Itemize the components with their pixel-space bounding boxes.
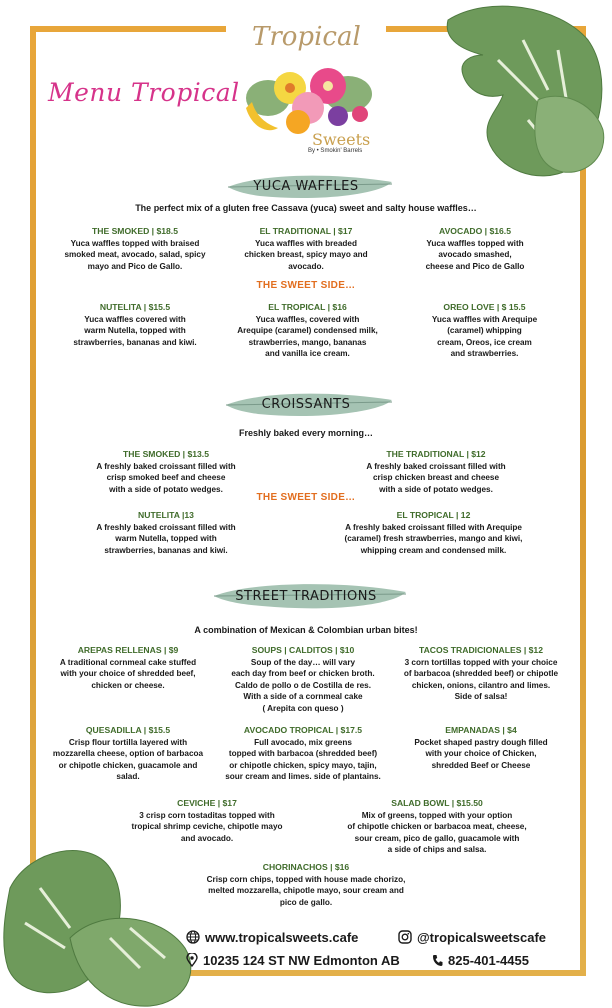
logo-word-sweets: Sweets <box>312 130 371 149</box>
menu-item <box>402 302 567 360</box>
menu-item <box>112 798 302 844</box>
logo-word-tropical: Tropical <box>252 22 361 52</box>
item-description: A freshly baked croissant filled with crisp chicken breast and cheese with a side of potato wedges. <box>366 461 506 494</box>
phone-text: 825-401-4455 <box>448 953 529 968</box>
section-intro-street: A combination of Mexican & Colombian urban bites! <box>194 625 418 635</box>
menu-item <box>214 645 392 714</box>
item-description: Full avocado, mix greens topped with barbacoa (shredded beef) or chipotle chicken, spicy mayo, tajin, sour cream and limes. side of plantains. <box>225 737 381 781</box>
address-text: 10235 124 ST NW Edmonton AB <box>203 953 400 968</box>
menu-item <box>346 449 526 495</box>
item-description: Yuca waffles with breaded chicken breast, spicy mayo and avocado. <box>244 238 368 271</box>
menu-item <box>50 302 220 348</box>
menu-item <box>326 798 548 856</box>
sweet-side-label: THE SWEET SIDE… <box>256 492 356 503</box>
item-description: Yuca waffles topped with avocado smashed, cheese and Pico de Gallo <box>425 238 525 271</box>
menu-title: Menu Tropical <box>48 78 240 107</box>
section-intro-yuca: The perfect mix of a gluten free Cassava (yuca) sweet and salty house waffles… <box>135 203 477 213</box>
phone-link[interactable] <box>432 953 529 968</box>
item-name: EL TROPICAL | 12 <box>396 510 471 520</box>
item-name: AVOCADO TROPICAL | $17.5 <box>243 725 363 735</box>
item-description: 3 crisp corn tostaditas topped with tropical shrimp ceviche, chipotle mayo and avocado. <box>131 810 283 843</box>
item-name: EL TROPICAL | $16 <box>268 302 347 312</box>
item-description: Crisp corn chips, topped with house made chorizo, melted mozzarella, chipotle mayo, sour cream and pico de gallo. <box>206 874 406 907</box>
item-name: THE SMOKED | $18.5 <box>92 226 178 236</box>
item-description: Mix of greens, topped with your option of chipotle chicken or barbacoa meat, cheese, sour cream, pico de gallo, guacamole with a side of chips and salsa. <box>347 810 527 854</box>
menu-item <box>316 510 551 556</box>
flower-bouquet-icon <box>238 58 380 136</box>
item-description: A freshly baked croissant filled with warm Nutella, topped with strawberries, bananas and kiwi. <box>96 522 236 555</box>
item-name: CHORINACHOS | $16 <box>262 862 350 872</box>
item-name: THE TRADITIONAL | $12 <box>386 449 486 459</box>
item-name: TACOS TRADICIONALES | $12 <box>418 645 543 655</box>
item-description: Pocket shaped pastry dough filled with your choice of Chicken, shredded Beef or Cheese <box>414 737 548 770</box>
item-name: AVOCADO | $16.5 <box>439 226 511 236</box>
monstera-leaf-bottom-left <box>0 828 200 1008</box>
logo-byline: By • Smokin' Barrels <box>308 148 363 154</box>
menu-item <box>42 645 214 691</box>
menu-item <box>76 449 256 495</box>
menu-item <box>210 725 396 783</box>
menu-item <box>400 226 550 272</box>
sweet-side-label: THE SWEET SIDE… <box>256 280 356 291</box>
item-name: NUTELITA | $15.5 <box>99 302 171 312</box>
location-pin-icon <box>186 953 198 967</box>
item-description: A freshly baked croissant filled with crisp smoked beef and cheese with a side of potato wedges. <box>96 461 236 494</box>
item-name: EMPANADAS | $4 <box>445 725 517 735</box>
item-description: Yuca waffles covered with warm Nutella, topped with strawberries, bananas and kiwi. <box>73 314 197 347</box>
instagram-text: @tropicalsweetscafe <box>417 930 547 945</box>
menu-item <box>188 862 424 908</box>
item-description: Soup of the day… will vary each day from beef or chicken broth. Caldo de pollo o de Costilla de res. With a side of a cornmeal cake ( Arepita con queso ) <box>231 657 375 713</box>
menu-item <box>76 510 256 556</box>
website-text: www.tropicalsweets.cafe <box>205 930 359 945</box>
item-description: A freshly baked croissant filled with Arequipe (caramel) fresh strawberries, mango and kiwi, whipping cream and condensed milk. <box>344 522 523 555</box>
item-name: CEVICHE | $17 <box>177 798 237 808</box>
menu-item <box>220 226 392 272</box>
menu-item <box>388 645 574 703</box>
menu-item <box>40 226 230 272</box>
item-name: SOUPS | CALDITOS | $10 <box>251 645 355 655</box>
section-title-croissants: CROISSANTS <box>261 397 351 412</box>
globe-icon <box>186 930 200 944</box>
item-name: SALAD BOWL | $15.50 <box>391 798 483 808</box>
item-description: 3 corn tortillas topped with your choice of barbacoa (shredded beef) or chipotle chicken, onions, cilantro and limes. Side of salsa! <box>403 657 559 701</box>
item-name: OREO LOVE | $ 15.5 <box>443 302 526 312</box>
phone-icon <box>432 954 443 967</box>
item-description: A traditional cornmeal cake stuffed with your choice of shredded beef, chicken or cheese. <box>59 657 197 690</box>
menu-item <box>42 725 214 783</box>
section-title-yuca: YUCA WAFFLES <box>253 179 359 194</box>
item-name: EL TRADITIONAL | $17 <box>259 226 353 236</box>
item-description: Yuca waffles, covered with Arequipe (caramel) condensed milk, strawberries, mango, bananas and vanilla ice cream. <box>237 314 378 358</box>
item-name: NUTELITA |13 <box>138 510 194 520</box>
section-banner-street <box>0 582 612 612</box>
section-intro-croissants: Freshly baked every morning… <box>238 428 374 438</box>
instagram-link[interactable] <box>398 930 546 945</box>
brand-logo <box>234 18 384 160</box>
monstera-leaf-top-right <box>428 0 612 182</box>
instagram-icon <box>398 930 412 944</box>
menu-item <box>396 725 566 771</box>
section-banner-croissants <box>0 390 612 420</box>
item-description: Yuca waffles with Arequipe (caramel) whipping cream, Oreos, ice cream and strawberries. <box>431 314 538 358</box>
item-name: THE SMOKED | $13.5 <box>123 449 209 459</box>
item-description: Crisp flour tortilla layered with mozzarella cheese, option of barbacoa or chipotle chicken, guacamole and salad. <box>52 737 204 781</box>
item-description: Yuca waffles topped with braised smoked meat, avocado, salad, spicy mayo and Pico de Gallo. <box>64 238 206 271</box>
menu-item <box>215 302 400 360</box>
item-name: QUESADILLA | $15.5 <box>85 725 171 735</box>
address <box>186 953 400 968</box>
section-title-street: STREET TRADITIONS <box>235 589 377 604</box>
website-link[interactable] <box>186 930 358 945</box>
item-name: AREPAS RELLENAS | $9 <box>77 645 179 655</box>
section-banner-yuca <box>0 172 612 202</box>
